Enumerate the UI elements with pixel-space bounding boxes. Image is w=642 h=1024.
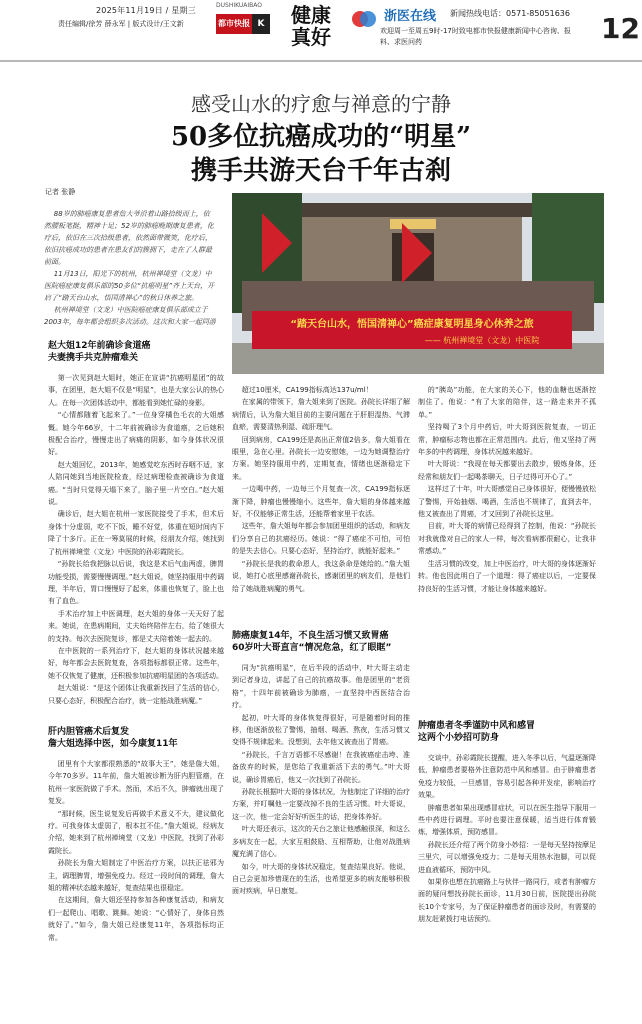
partner-name: 浙医在线 <box>384 9 437 24</box>
issue-date: 2025年11月19日 / 星期三 <box>96 6 196 15</box>
section-heading-3-line2: 60岁叶大哥直言“情况危急，红了眼眶” <box>232 643 392 653</box>
article-paragraph: 赵大姐回忆，2013年，她感觉吃东西时吞咽不适，家人陪同她到当地医院检查，经过病理检查被确诊为食道癌。“当时只觉得天塌下来了，脑子里一片空白。”赵大姐说。 <box>48 460 224 507</box>
article-column-2 <box>232 384 410 622</box>
article-paragraph: 第一次见到赵大姐时，她正在宣讲“抗癌明星团”的故事，在团里，赵大姐不仅是“明星”，也是大家公认的热心人。在每一次团体活动中，都能看到她忙碌的身影。 <box>48 374 224 407</box>
article-paragraph: 孙院长根据叶大哥的身体状况，为他制定了详细的治疗方案，并叮嘱他一定要改掉不良的生活习惯。叶大哥说，这一次，他一定会好好听医生的话，把身体养好。 <box>232 788 410 821</box>
article-paragraph: 在中医院的一系列治疗下，赵大姐的身体状况越来越好，每年都会去医院复查，各项指标都很正常。这些年，她不仅恢复了健康，还积极参加抗癌明星团的各项活动。 <box>48 646 224 680</box>
article-column-3b <box>418 752 596 1020</box>
section-title <box>291 4 337 48</box>
article-paragraph: 坚持喝了3个月中药后，叶大哥到医院复查，一切正常，肿瘤标志物也都在正常范围内。此后，他又坚持了两年多的中药调理，身体状况越来越好。 <box>418 423 596 457</box>
section-heading-4-line2: 这两个小妙招可防身 <box>418 733 500 743</box>
photo-banner-main: “踏天台山水，悟国清禅心”癌症康复明星身心休养之旅 <box>290 319 534 330</box>
article-paragraph: 这些年，詹大姐每年都会参加团里组织的活动，和病友们分享自己的抗癌经历。她说：“得了癌症不可怕，可怕的是失去信心。只要心态好，坚持治疗，就能好起来。” <box>232 522 410 556</box>
article-paragraph: 赵大姐说：“是这个团体让我重新找回了生活的信心，只要心态好，积极配合治疗，就一定能战胜病魔。” <box>48 684 224 705</box>
newspaper-logo <box>216 14 270 34</box>
article-paragraph: 生活习惯的改变，加上中医治疗，叶大哥的身体逐渐好转。他也因此明白了一个道理：得了癌症以后，一定要保持良好的生活习惯，才能让身体越来越好。 <box>418 559 596 593</box>
article-paragraph: “孙院长，千言万语都不尽感谢！在我被癌症击垮、准备放弃的时候，是您给了我重新活下去的勇气。”叶大哥说，确诊胃癌后，他又一次找到了孙院长。 <box>232 750 410 784</box>
article-column-1b <box>48 758 224 1020</box>
article-paragraph: 肿瘤患者如果出现感冒症状，可以在医生指导下服用一些中药进行调理。平时也要注意保暖，适当进行体育锻炼，增强体质，预防感冒。 <box>418 803 596 837</box>
intro-paragraphs <box>44 208 216 330</box>
editor-credits: 责任编辑/徐芳 薛永军 | 版式设计/王文新 <box>58 20 184 28</box>
article-paragraph: 孙院长为詹大姐制定了中医治疗方案，以扶正祛邪为主，调理脾胃，增强免疫力。经过一段时间的调理，詹大姐的精神状态越来越好，复查结果也很稳定。 <box>48 859 224 893</box>
article-paragraph: “孙院长是我的救命恩人，我这条命是她给的。”詹大姐说，她打心底里感谢孙院长，感谢团里的病友们，是他们给了她战胜病魔的勇气。 <box>232 559 410 593</box>
byline: 记者 张静 <box>45 188 76 196</box>
newspaper-logo-mark: K <box>252 14 270 34</box>
article-paragraph: 孙院长还介绍了两个防身小妙招：一是每天坚持按摩足三里穴，可以增强免疫力；二是每天用热水泡脚，可以促进血液循环，预防中风。 <box>418 840 596 874</box>
article-column-2b <box>232 662 410 1020</box>
intro-paragraph: 杭州禅境堂（文龙）中医院癌症康复俱乐部成立于2003年，每年都会组织多次活动。这次和大家一起同游 <box>44 306 216 326</box>
article-column-1 <box>48 372 224 718</box>
section-heading-2-line1: 肝内胆管癌术后复发 <box>48 727 130 737</box>
article-paragraph: 起初，叶大哥的身体恢复得很好，可是随着时间的推移，他逐渐放松了警惕，抽烟、喝酒、熬夜，生活习惯又变得不规律起来。没想到，去年他又被查出了胃癌。 <box>232 713 410 747</box>
headline-main-line2: 携手共游天台千年古刹 <box>190 156 451 186</box>
photo-sign <box>390 219 436 229</box>
article-paragraph: 在家属的带领下，詹大姐来到了医院。孙院长详细了解病情后，认为詹大姐目前的主要问题在于肝胆湿热、气滞血瘀，需要清热利湿、疏肝理气。 <box>232 398 410 432</box>
article-paragraph: 超过10厘米，CA199指标高达137u/ml！ <box>241 386 373 394</box>
article-paragraph: 叶大哥还表示，这次的天台之旅让他感触很深，和这么多病友在一起，大家互相鼓励、互相帮助，让他对战胜病魔充满了信心。 <box>232 825 410 859</box>
article-paragraph: 这样过了十年，叶大哥感觉自己身体很好，便慢慢放松了警惕，开始抽烟、喝酒，生活也不规律了，直到去年，他又被查出了胃癌，才又回到了孙院长这里。 <box>418 485 596 519</box>
group-photo <box>232 193 604 374</box>
photo-roof <box>292 203 532 217</box>
article-paragraph: 交谈中，孙彩霞院长提醒，进入冬季以后，气温逐渐降低，肿瘤患者要格外注意防范中风和感冒。由于肿瘤患者免疫力较低，一旦感冒，容易引起各种并发症，影响治疗效果。 <box>418 754 596 800</box>
article-paragraph: 如果你也想在抗癌路上与伙伴一路同行，或者有肿瘤方面的疑问想找孙院长面诊，11月30日前，医院提出孙院长10个专家号，为了保证肿瘤患者的面诊及时，有需要的朋友赶紧拨打电话预约。 <box>418 878 596 924</box>
section-heading-2-line2: 詹大姐选择中医，如今康复11年 <box>48 739 178 749</box>
article-paragraph: 手术治疗加上中医调理，赵大姐的身体一天天好了起来。她说，在患病期间，丈夫始终陪伴左右，给了她很大的支持。每次去医院复诊，都是丈夫陪着她一起去的。 <box>48 609 224 643</box>
section-heading-4 <box>418 720 598 744</box>
photo-banner-sub: —— 杭州禅境堂（文龙）中医院 <box>424 336 540 345</box>
page-header <box>0 0 642 62</box>
article-paragraph: 团里有个大家都很熟悉的“故事大王”，她是詹大姐，今年70多岁。11年前，詹大姐被诊断为肝内胆管癌，在杭州一家医院做了手术。然而，术后不久，肿瘤就出现了复发。 <box>48 760 224 806</box>
article-paragraph: 叶大哥说：“我现在每天都要出去散步，锻炼身体，还经常和朋友们一起喝茶聊天，日子过得可开心了。” <box>418 460 596 481</box>
article-paragraph: “孙院长给我把脉以后说，我这是术后气血两虚，脾胃功能受损，需要慢慢调理。”赵大姐说，她坚持服用中药调理，半年后，胃口慢慢好了起来，体重也恢复了，脸上也有了血色。 <box>48 560 224 606</box>
section-heading-1-line1: 赵大姐12年前确诊食道癌 <box>48 341 151 351</box>
article-paragraph: 如今，叶大哥的身体状况稳定，复查结果良好。他说，自己会更加珍惜现在的生活，也希望更多的病友能够积极面对疾病，早日康复。 <box>232 862 410 896</box>
section-title-text: 健康真好 <box>291 3 331 49</box>
article-paragraph: 同为“抗癌明星”，在后半段的活动中，叶大哥主动走到记者身边，讲起了自己的抗癌故事。他是团里的“老资格”，十四年前被确诊为肺癌，一直坚持中西医结合治疗。 <box>232 664 410 710</box>
article-paragraph: 回到病房，CA199还是高出正常值2倍多，詹大姐看在眼里，急在心里。孙院长一边安慰她，一边为她调整治疗方案。她坚持服用中药，定期复查，情绪也逐渐稳定下来。 <box>232 435 410 481</box>
section-heading-3-line1: 肺癌康复14年，不良生活习惯又致胃癌 <box>232 631 389 641</box>
article-paragraph: 目前，叶大哥的病情已经得到了控制，他说：“孙院长对我就像对自己的家人一样，每次看病都很耐心，让我非常感动。” <box>418 522 596 556</box>
contact-notice: 欢迎周一至周五9时-17时致电都市快报健康新闻中心咨询、报料、求医问药 <box>380 27 571 46</box>
article-paragraph: 在这期间，詹大姐还坚持参加各种康复活动，和病友们一起爬山、唱歌、跳舞。她说：“心情好了，身体自然就好了。”如今，詹大姐已经康复11年，各项指标均正常。 <box>48 896 224 942</box>
article-paragraph: 确诊后，赵大姐在杭州一家医院接受了手术，但术后身体十分虚弱，吃不下饭，睡不好觉，体重在短时间内下降了十多斤。正在一筹莫展的时候，经朋友介绍，她找到了杭州禅境堂（文龙）中医院的孙彩霞院长。 <box>48 510 224 556</box>
article-paragraph: “心情都随着飞起来了。”一位身穿橘色毛衣的大姐感慨。她今年66岁，十二年前被确诊为食道癌，之后她积极配合治疗，慢慢走出了病痛的阴影，如今身体状况很好。 <box>48 411 224 457</box>
article-column-3 <box>418 384 596 710</box>
page-number: 12 <box>601 12 640 45</box>
intro-paragraph: 11月13日，阳光下的杭州，杭州禅境堂（文龙）中医院癌症康复俱乐部的50多位“抗癌明星”齐上天台，开启了“踏天台山水，悟国清禅心”的秋日休养之旅。 <box>44 270 215 302</box>
section-heading-1-line2: 夫妻携手共克肿瘤难关 <box>48 353 139 363</box>
intro-paragraph: 88岁的肺癌康复患者詹大爷沿着山路拾级而上，依然腰板笔挺，精神十足；52岁的肺癌晚期康复患者，化疗后，依旧在三次拾级患者，依然面带微笑，化疗后，依旧抗癌成功的患者在患友们的簇拥下，走在了人群最前面。 <box>44 210 214 266</box>
article-paragraph: 的“胰岛”功能，在大家的关心下，他的血糖也逐渐控制住了。他说：“有了大家的陪伴，这一路走来并不孤单。” <box>418 386 596 419</box>
section-heading-3 <box>232 630 412 654</box>
newspaper-pinyin: DUSHIKUAIBAO <box>216 2 262 9</box>
newspaper-name: 都市快报 <box>216 14 252 34</box>
section-heading-1 <box>48 340 218 364</box>
headline-kicker: 感受山水的疗愈与禅意的宁静 <box>191 92 451 116</box>
article-paragraph: “那时候，医生说复发后再做手术意义不大，建议做化疗。可我身体太虚弱了，根本扛不住。”詹大姐说，经病友介绍，她来到了杭州禅境堂（文龙）中医院，找到了孙彩霞院长。 <box>48 809 224 855</box>
news-hotline: 新闻热线电话：0571-85051636 <box>450 9 570 18</box>
section-heading-2 <box>48 726 218 750</box>
section-heading-4-line1: 肿瘤患者冬季谨防中风和感冒 <box>418 721 536 731</box>
article-paragraph: 一边喝中药，一边每三个月复查一次，CA199指标逐渐下降，肿瘤也慢慢缩小。这些年，詹大姐的身体越来越好，不仅能够正常生活，还能帮着家里干农活。 <box>232 485 410 519</box>
zheyi-logo-icon <box>350 9 378 29</box>
headline-main-line1: 50多位抗癌成功的“明星” <box>170 122 472 152</box>
